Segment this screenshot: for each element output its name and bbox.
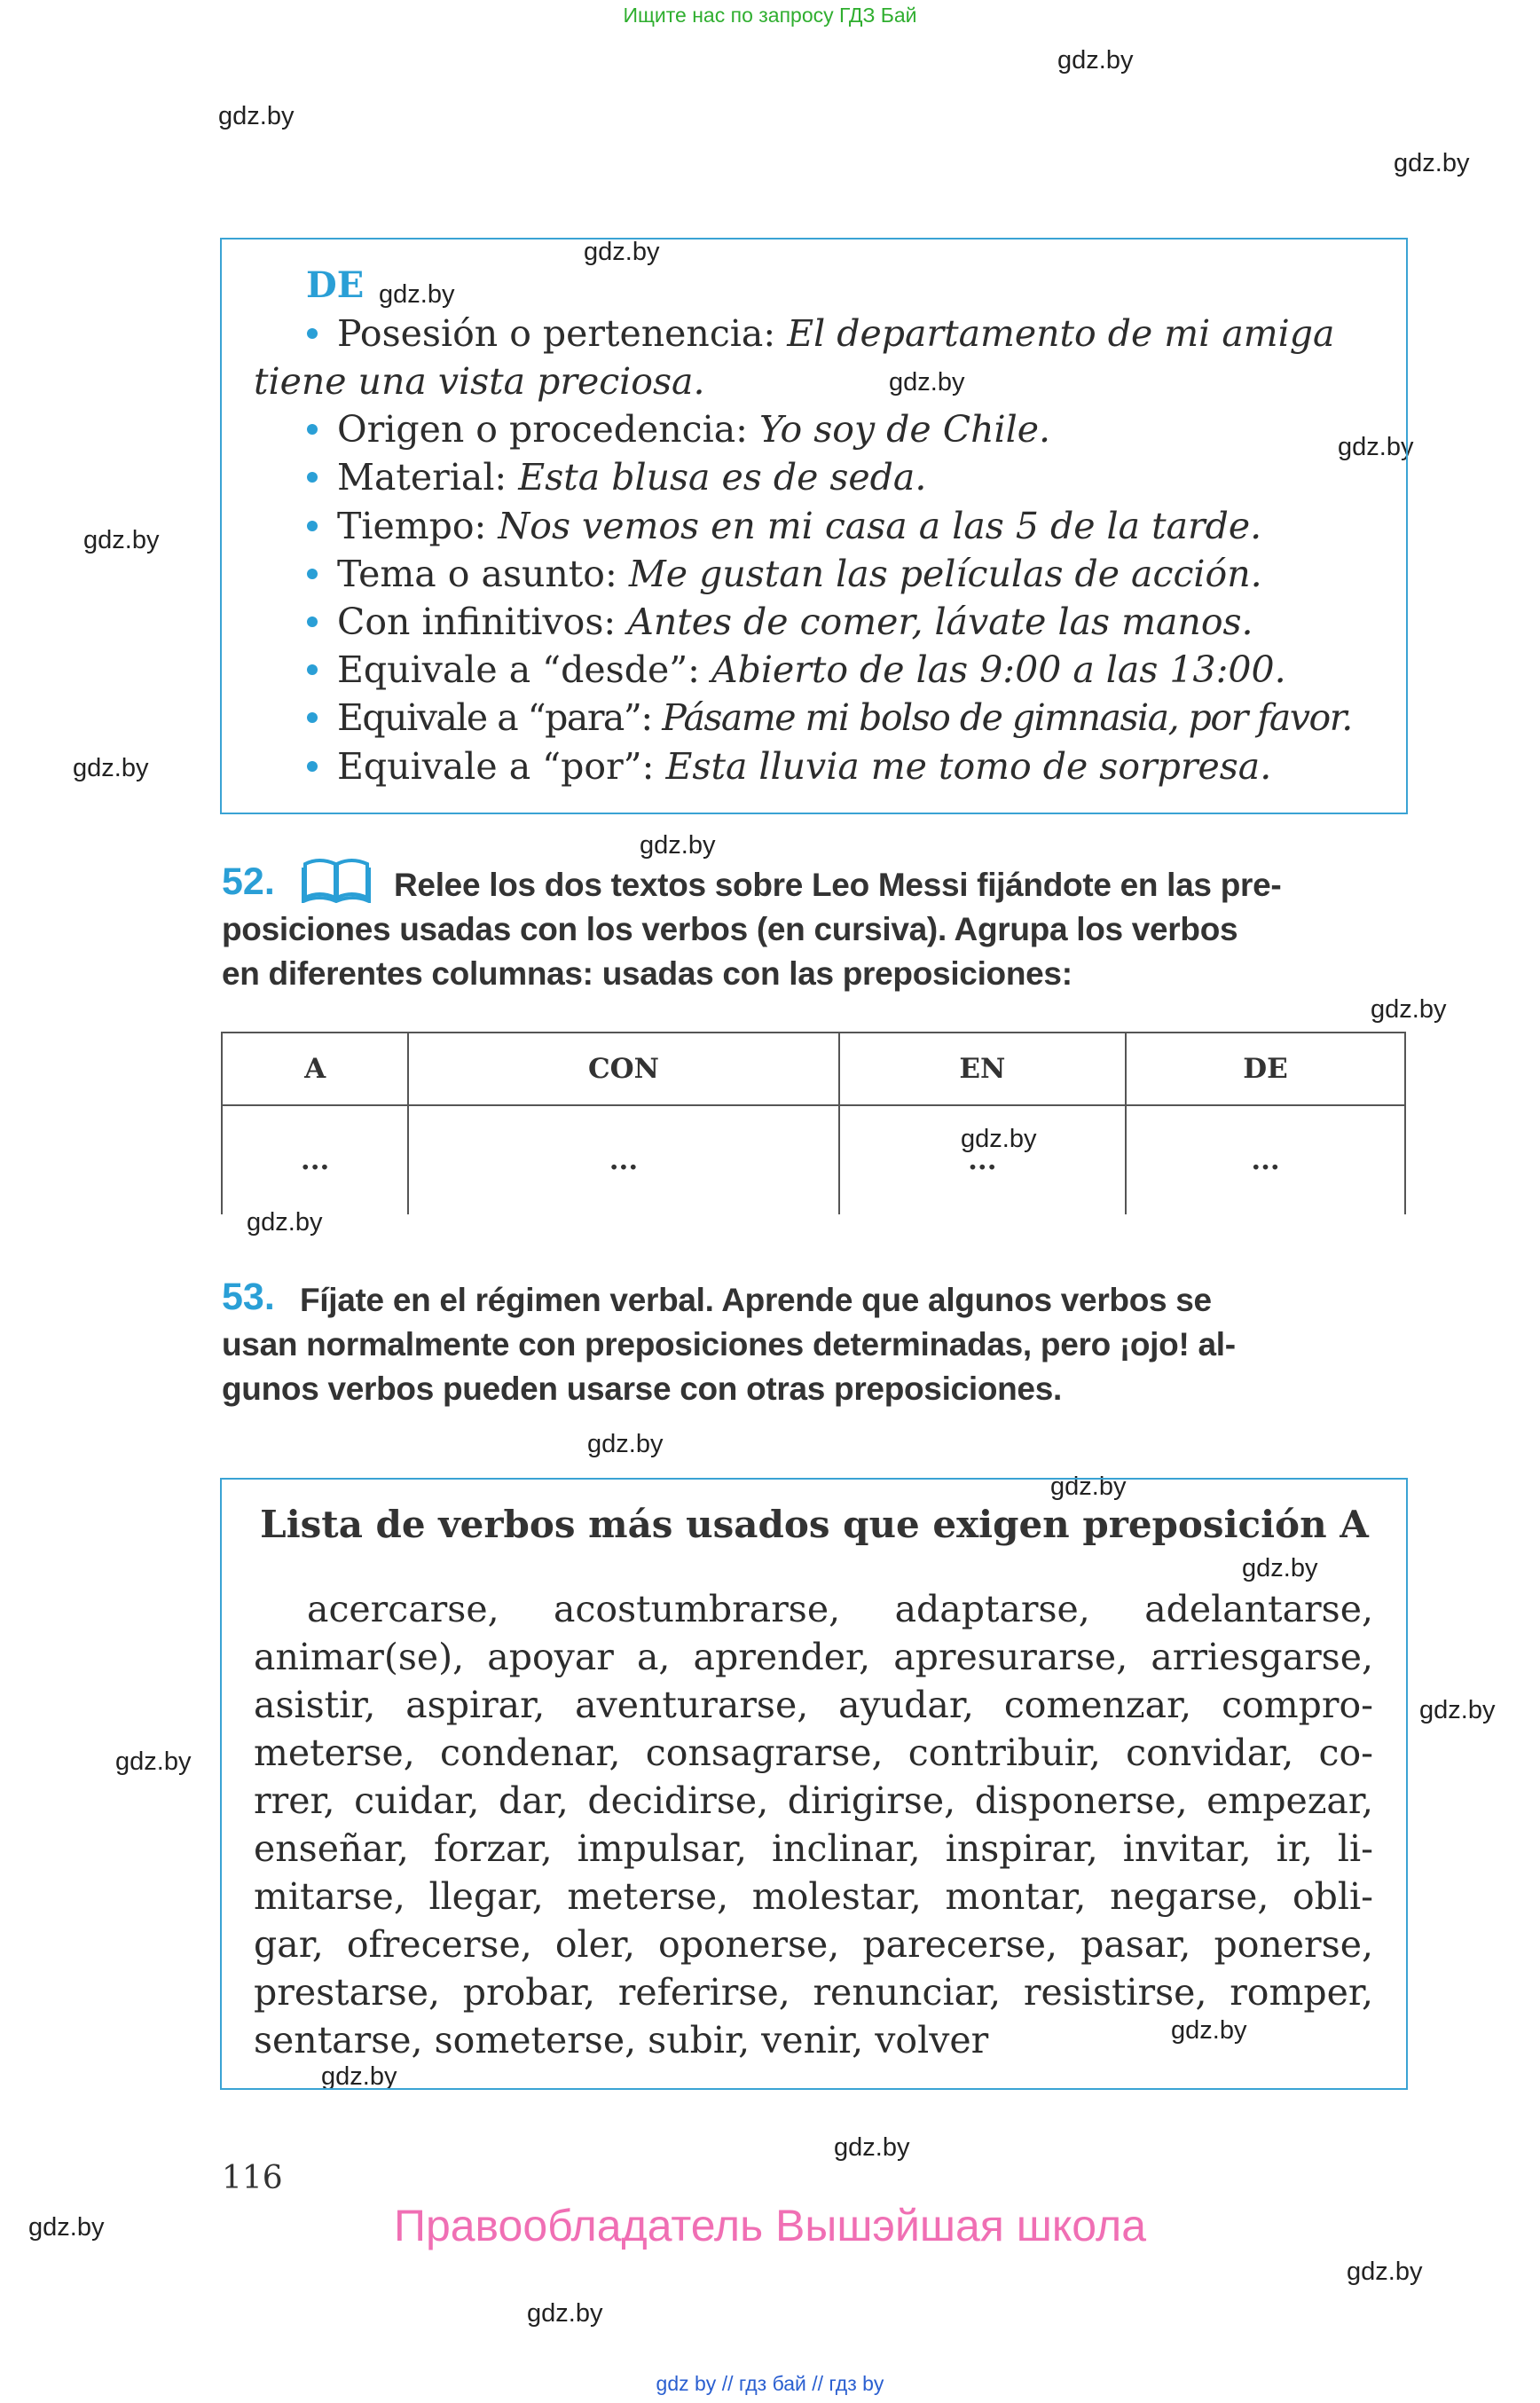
de-usage-item: Con infinitivos: Antes de comer, lávate las manos.: [307, 601, 1253, 643]
open-book-icon: [302, 855, 371, 903]
watermark: gdz.by: [1171, 2016, 1247, 2045]
footer-links[interactable]: gdz by // гдз бай // гдз by: [656, 2372, 884, 2395]
watermark: gdz.by: [1347, 2258, 1423, 2286]
verb-list-line: animar(se), apoyar a, aprender, apresurarse, arriesgarse,: [254, 1636, 1373, 1678]
watermark: gdz.by: [584, 238, 660, 266]
watermark: gdz.by: [28, 2213, 105, 2242]
table-header-de: DE: [1126, 1033, 1405, 1105]
bullet-icon: [307, 569, 318, 579]
watermark: gdz.by: [1338, 433, 1414, 461]
verb-list-line: enseñar, forzar, impulsar, inclinar, inspirar, invitar, ir, li-: [254, 1827, 1373, 1870]
verb-list-line: meterse, condenar, consagrarse, contribuir, convidar, co-: [254, 1732, 1373, 1774]
watermark: gdz.by: [527, 2299, 603, 2328]
watermark: gdz.by: [961, 1125, 1037, 1153]
verb-list-line: mitarse, llegar, meterse, molestar, montar, negarse, obli-: [254, 1875, 1373, 1918]
bullet-icon: [307, 424, 318, 435]
exercise-53-instruction-line: usan normalmente con preposiciones determinadas, pero ¡ojo! al-: [222, 1326, 1236, 1362]
de-usage-item: Equivale a “desde”: Abierto de las 9:00 a las 13:00.: [307, 648, 1286, 691]
de-usage-item: Equivale a “por”: Esta lluvia me tomo de sorpresa.: [307, 745, 1271, 788]
exercise-52-number: 52.: [222, 860, 275, 903]
de-usage-item: Tiempo: Nos vemos en mi casa a las 5 de la tarde.: [307, 505, 1261, 547]
watermark: gdz.by: [1057, 46, 1134, 75]
watermark: gdz.by: [1050, 1472, 1127, 1501]
exercise-53-number: 53.: [222, 1276, 275, 1318]
preposition-table: [221, 1032, 1406, 1214]
watermark: gdz.by: [83, 526, 160, 554]
exercise-53-instruction-line: Fíjate en el régimen verbal. Aprende que algunos verbos se: [300, 1282, 1212, 1318]
de-usage-item: Tema o asunto: Me gustan las películas de acción.: [307, 553, 1262, 595]
verb-list-title: Lista de verbos más usados que exigen preposición A: [260, 1503, 1369, 1546]
bullet-icon: [307, 616, 318, 627]
bullet-icon: [307, 521, 318, 531]
table-cell[interactable]: ...: [408, 1105, 838, 1214]
watermark: gdz.by: [1242, 1554, 1318, 1582]
watermark: gdz.by: [115, 1747, 192, 1776]
exercise-52-instruction-line: Relee los dos textos sobre Leo Messi fijándote en las pre-: [394, 867, 1282, 903]
verb-list-line: sentarse, someterse, subir, venir, volver: [254, 2019, 989, 2061]
top-banner[interactable]: Ищите нас по запросу ГДЗ Бай: [623, 4, 917, 27]
watermark: gdz.by: [321, 2062, 397, 2091]
rights-holder-notice: Правообладатель Вышэйшая школа: [394, 2201, 1146, 2250]
bullet-icon: [307, 328, 318, 339]
verb-list-line: rrer, cuidar, dar, decidirse, dirigirse, disponerse, empezar,: [254, 1779, 1373, 1822]
de-usage-item-continued: tiene una vista preciosa.: [254, 360, 705, 403]
verb-list-line: acercarse, acostumbrarse, adaptarse, adelantarse,: [307, 1588, 1373, 1630]
watermark: gdz.by: [247, 1208, 323, 1237]
table-header-en: EN: [839, 1033, 1126, 1105]
exercise-52-instruction-line: en diferentes columnas: usadas con las preposiciones:: [222, 955, 1072, 992]
watermark: gdz.by: [889, 368, 965, 397]
bullet-icon: [307, 472, 318, 483]
table-header-a: A: [222, 1033, 408, 1105]
de-usage-item: Origen o procedencia: Yo soy de Chile.: [307, 408, 1050, 451]
table-header-con: CON: [408, 1033, 838, 1105]
watermark: gdz.by: [1371, 995, 1447, 1024]
de-usage-item: Posesión o pertenencia: El departamento de mi amiga: [307, 312, 1334, 355]
watermark: gdz.by: [218, 102, 295, 130]
table-cell[interactable]: ...: [222, 1105, 408, 1214]
verb-list-line: asistir, aspirar, aventurarse, ayudar, comenzar, compro-: [254, 1684, 1373, 1726]
table-cell[interactable]: ...: [839, 1105, 1126, 1214]
exercise-52-instruction-line: posiciones usadas con los verbos (en cursiva). Agrupa los verbos: [222, 911, 1238, 947]
page-number: 116: [222, 2160, 283, 2196]
watermark: gdz.by: [73, 754, 149, 782]
bullet-icon: [307, 712, 318, 723]
bullet-icon: [307, 664, 318, 675]
bullet-icon: [307, 761, 318, 772]
watermark: gdz.by: [834, 2133, 910, 2162]
de-usage-item: Equivale a “para”: Pásame mi bolso de gimnasia, por favor.: [307, 696, 1352, 739]
watermark: gdz.by: [1394, 149, 1470, 177]
verb-list-line: prestarse, probar, referirse, renunciar, resistirse, romper,: [254, 1971, 1373, 2014]
de-usage-item: Material: Esta blusa es de seda.: [307, 456, 926, 499]
verb-list-line: gar, ofrecerse, oler, oponerse, parecerse, pasar, ponerse,: [254, 1923, 1373, 1966]
watermark: gdz.by: [587, 1430, 664, 1458]
watermark: gdz.by: [1419, 1696, 1496, 1724]
table-cell[interactable]: ...: [1126, 1105, 1405, 1214]
watermark: gdz.by: [640, 831, 716, 860]
exercise-53-instruction-line: gunos verbos pueden usarse con otras preposiciones.: [222, 1370, 1062, 1407]
watermark: gdz.by: [379, 280, 455, 309]
de-box-title: DE: [306, 264, 365, 306]
